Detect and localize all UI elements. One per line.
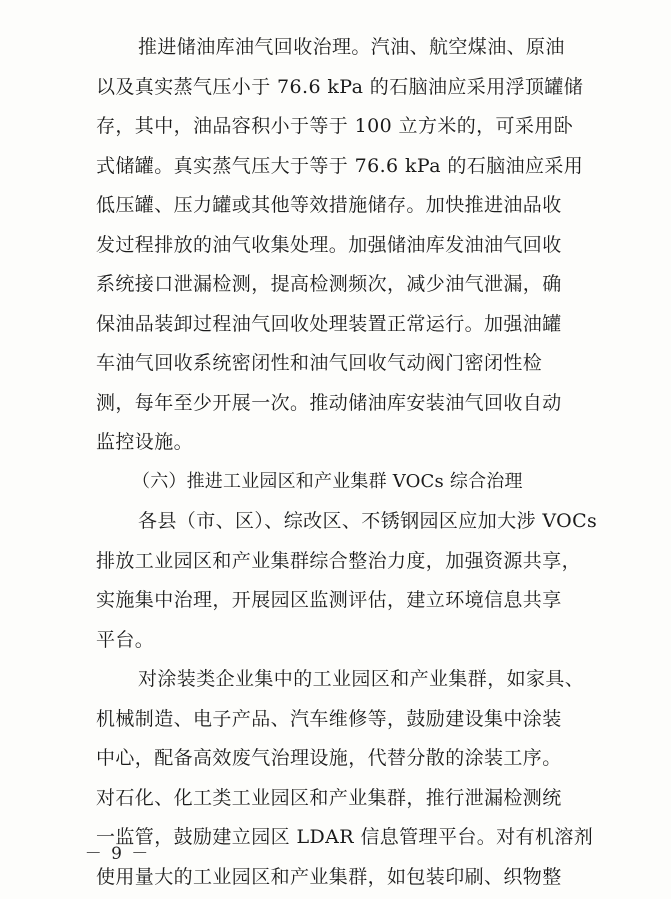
paragraph-line: 中心，配备高效废气治理设施，代替分散的涂装工序。 (96, 747, 562, 769)
paragraph-line: 对涂装类企业集中的工业园区和产业集群，如家具、 (138, 668, 585, 690)
paragraph-line: 低压罐、压力罐或其他等效措施储存。加快推进油品收 (96, 194, 562, 216)
section-heading: （六）推进工业园区和产业集群 VOCs 综合治理 (132, 471, 523, 492)
paragraph-line: 平台。 (96, 629, 155, 651)
paragraph-line: 各县（市、区）、综改区、不锈钢园区应加大涉 VOCs (138, 510, 598, 532)
paragraph-line: 监控设施。 (96, 431, 194, 453)
paragraph-line: 以及真实蒸气压小于 76.6 kPa 的石脑油应采用浮顶罐储 (96, 76, 584, 98)
paragraph-line: 实施集中治理，开展园区监测评估，建立环境信息共享 (96, 589, 562, 611)
paragraph-line: 机械制造、电子产品、汽车维修等，鼓励建设集中涂装 (96, 708, 562, 730)
paragraph-line: 对石化、化工类工业园区和产业集群，推行泄漏检测统 (96, 787, 562, 809)
paragraph-line: 系统接口泄漏检测，提高检测频次，减少油气泄漏，确 (96, 273, 562, 295)
paragraph-line: 一监管，鼓励建立园区 LDAR 信息管理平台。对有机溶剂 (96, 826, 594, 848)
paragraph-line: 式储罐。真实蒸气压大于等于 76.6 kPa 的石脑油应采用 (96, 155, 584, 177)
paragraph-line: 使用量大的工业园区和产业集群，如包装印刷、织物整 (96, 866, 562, 888)
paragraph-line: 推进储油库油气回收治理。汽油、航空煤油、原油 (138, 36, 565, 58)
paragraph-line: 排放工业园区和产业集群综合整治力度，加强资源共享， (96, 550, 582, 572)
paragraph-line: 存，其中，油品容积小于等于 100 立方米的，可采用卧 (96, 115, 574, 137)
paragraph-line: 测，每年至少开展一次。推动储油库安装油气回收自动 (96, 392, 562, 414)
paragraph-line: 车油气回收系统密闭性和油气回收气动阀门密闭性检 (96, 352, 543, 374)
paragraph-line: 保油品装卸过程油气回收处理装置正常运行。加强油罐 (96, 313, 562, 335)
page-number: － 9 － (84, 844, 151, 864)
paragraph-line: 发过程排放的油气收集处理。加强储油库发油油气回收 (96, 234, 562, 256)
